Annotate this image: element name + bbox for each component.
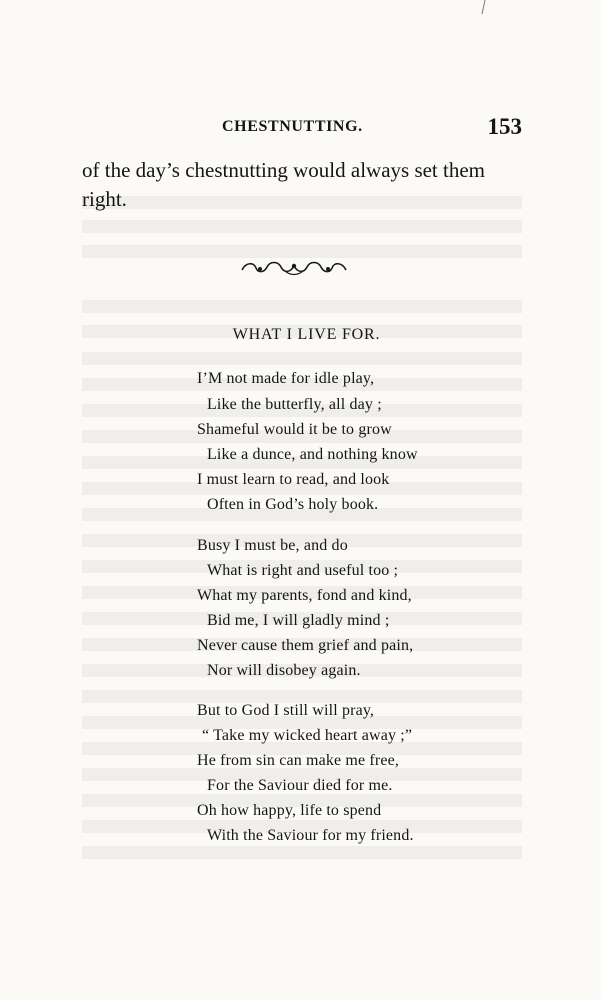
verse-line: Nor will disobey again. — [207, 662, 361, 679]
verse-line: What is right and useful too ; — [207, 562, 399, 579]
page-edge-mark — [482, 0, 490, 14]
verse-line: But to God I still will pray, — [197, 702, 375, 719]
verse-line: Never cause them grief and pain, — [197, 637, 414, 654]
carryover-paragraph: of the day’s chestnutting would always set them right. — [82, 158, 486, 211]
verse-line: With the Saviour for my friend. — [207, 827, 414, 844]
verse-line: Busy I must be, and do — [197, 537, 348, 554]
verse-line: Like a dunce, and nothing know — [207, 446, 418, 463]
verse-line: Like the butterfly, all day ; — [207, 396, 382, 413]
decorative-flourish-icon — [240, 258, 348, 278]
verse-line: Oh how happy, life to spend — [197, 802, 382, 819]
verse-line: “ Take my wicked heart away ;” — [202, 727, 413, 744]
verse-line: For the Saviour died for me. — [207, 777, 393, 794]
verse-line: I’M not made for idle play, — [197, 370, 375, 387]
page-number: 153 — [487, 114, 522, 139]
verse-line: Bid me, I will gladly mind ; — [207, 612, 390, 629]
verse-line: I must learn to read, and look — [197, 471, 390, 488]
verse-line: Often in God’s holy book. — [207, 496, 379, 513]
running-title: CHESTNUTTING. — [222, 118, 363, 135]
running-head — [222, 114, 522, 142]
verse-line: Shameful would it be to grow — [197, 421, 392, 438]
verse-line: What my parents, fond and kind, — [197, 587, 412, 604]
poem-title: WHAT I LIVE FOR. — [232, 326, 381, 343]
verse-line: He from sin can make me free, — [197, 752, 400, 769]
